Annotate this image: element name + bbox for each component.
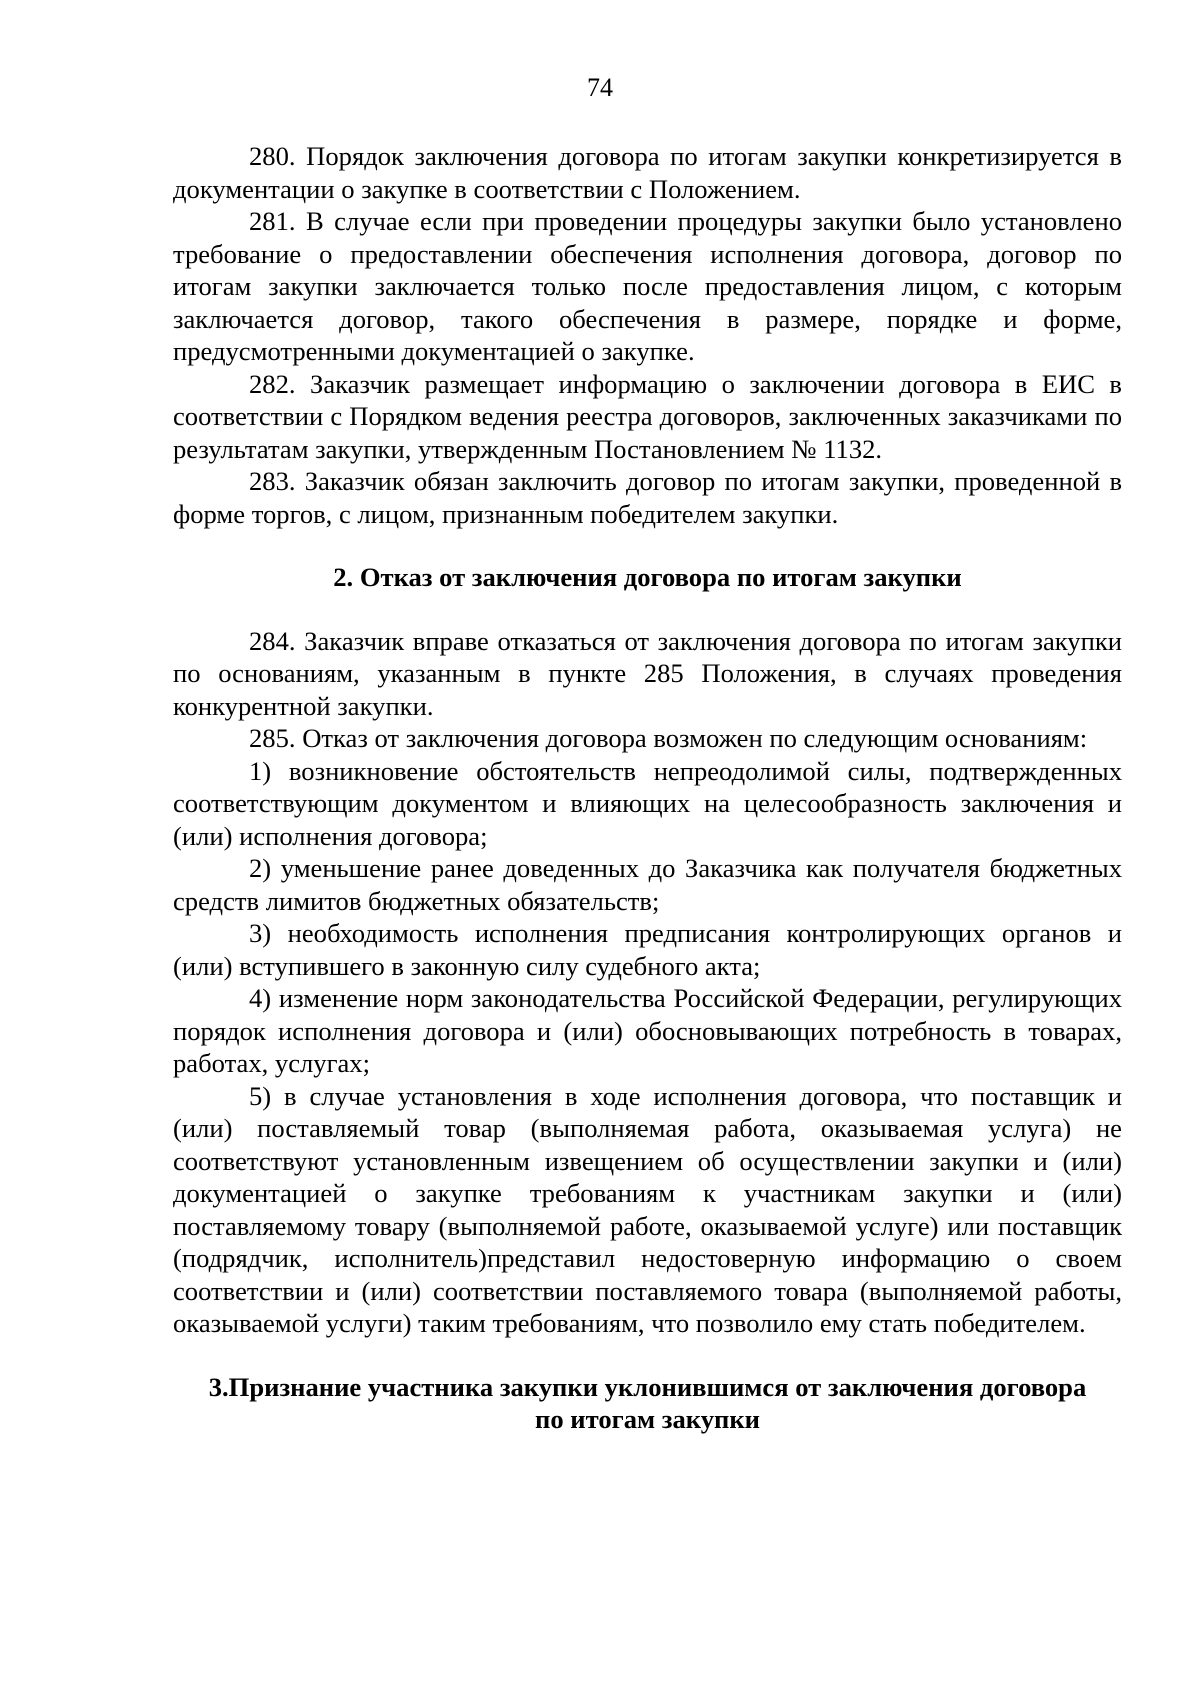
- section-3-heading: [173, 1371, 1122, 1436]
- list-item-4: 4) изменение норм законодательства Российской Федерации, регулирующих порядок исполнения договора и (или) обосновывающих потребность в товарах, работах, услугах;: [173, 983, 1122, 1078]
- paragraph-280: 280. Порядок заключения договора по итогам закупки конкретизируется в документации о закупке в соответствии с Положением.: [173, 141, 1122, 204]
- paragraph-282: 282. Заказчик размещает информацию о заключении договора в ЕИС в соответствии с Порядком ведения реестра договоров, заключенных заказчиками по результатам закупки, утвержденным Постановлением № 1132.: [173, 368, 1122, 464]
- paragraph-281: 281. В случае если при проведении процедуры закупки было установлено требование о предоставлении обеспечения исполнения договора, договор по итогам закупки заключается только после предоставления лицом, с которым заключается договор, такого обеспечения в размере, порядке и форме, предусмотренными документацией о закупке.: [173, 206, 1122, 366]
- section-3-heading-line2: по итогам закупки: [535, 1404, 760, 1434]
- page-number: 74: [587, 73, 613, 102]
- paragraph-285: 285. Отказ от заключения договора возможен по следующим основаниям:: [249, 723, 1088, 753]
- list-item-2: 2) уменьшение ранее доведенных до Заказчика как получателя бюджетных средств лимитов бюджетных обязательств;: [173, 853, 1122, 916]
- paragraph-283: 283. Заказчик обязан заключить договор по итогам закупки, проведенной в форме торгов, с лицом, признанным победителем закупки.: [173, 466, 1122, 529]
- section-2-heading: 2. Отказ от заключения договора по итогам закупки: [333, 562, 962, 592]
- list-item-1: 1) возникновение обстоятельств непреодолимой силы, подтвержденных соответствующим документом и влияющих на целесообразность заключения и (или) исполнения договора;: [173, 755, 1122, 851]
- document-body: [173, 140, 1122, 1436]
- list-item-5: 5) в случае установления в ходе исполнения договора, что поставщик и (или) поставляемый товар (выполняемая работа, оказываемая услуга) не соответствуют установленным извещением об осуществлении закупки и (или) документацией о закупке требованиям к участникам закупки и (или) поставляемому товару (выполняемой работе, оказываемой услуге) или поставщик (подрядчик, исполнитель)представил недостоверную информацию о своем соответствии и (или) соответствии поставляемого товара (выполняемой работы, оказываемой услуги) таким требованиям, что позволило ему стать победителем.: [173, 1080, 1122, 1338]
- list-item-3: 3) необходимость исполнения предписания контролирующих органов и (или) вступившего в законную силу судебного акта;: [173, 918, 1122, 981]
- section-3-heading-line1: 3.Признание участника закупки уклонившимся от заключения договора: [208, 1371, 1087, 1402]
- paragraph-284: 284. Заказчик вправе отказаться от заключения договора по итогам закупки по основаниям, указанным в пункте 285 Положения, в случаях проведения конкурентной закупки.: [173, 625, 1122, 721]
